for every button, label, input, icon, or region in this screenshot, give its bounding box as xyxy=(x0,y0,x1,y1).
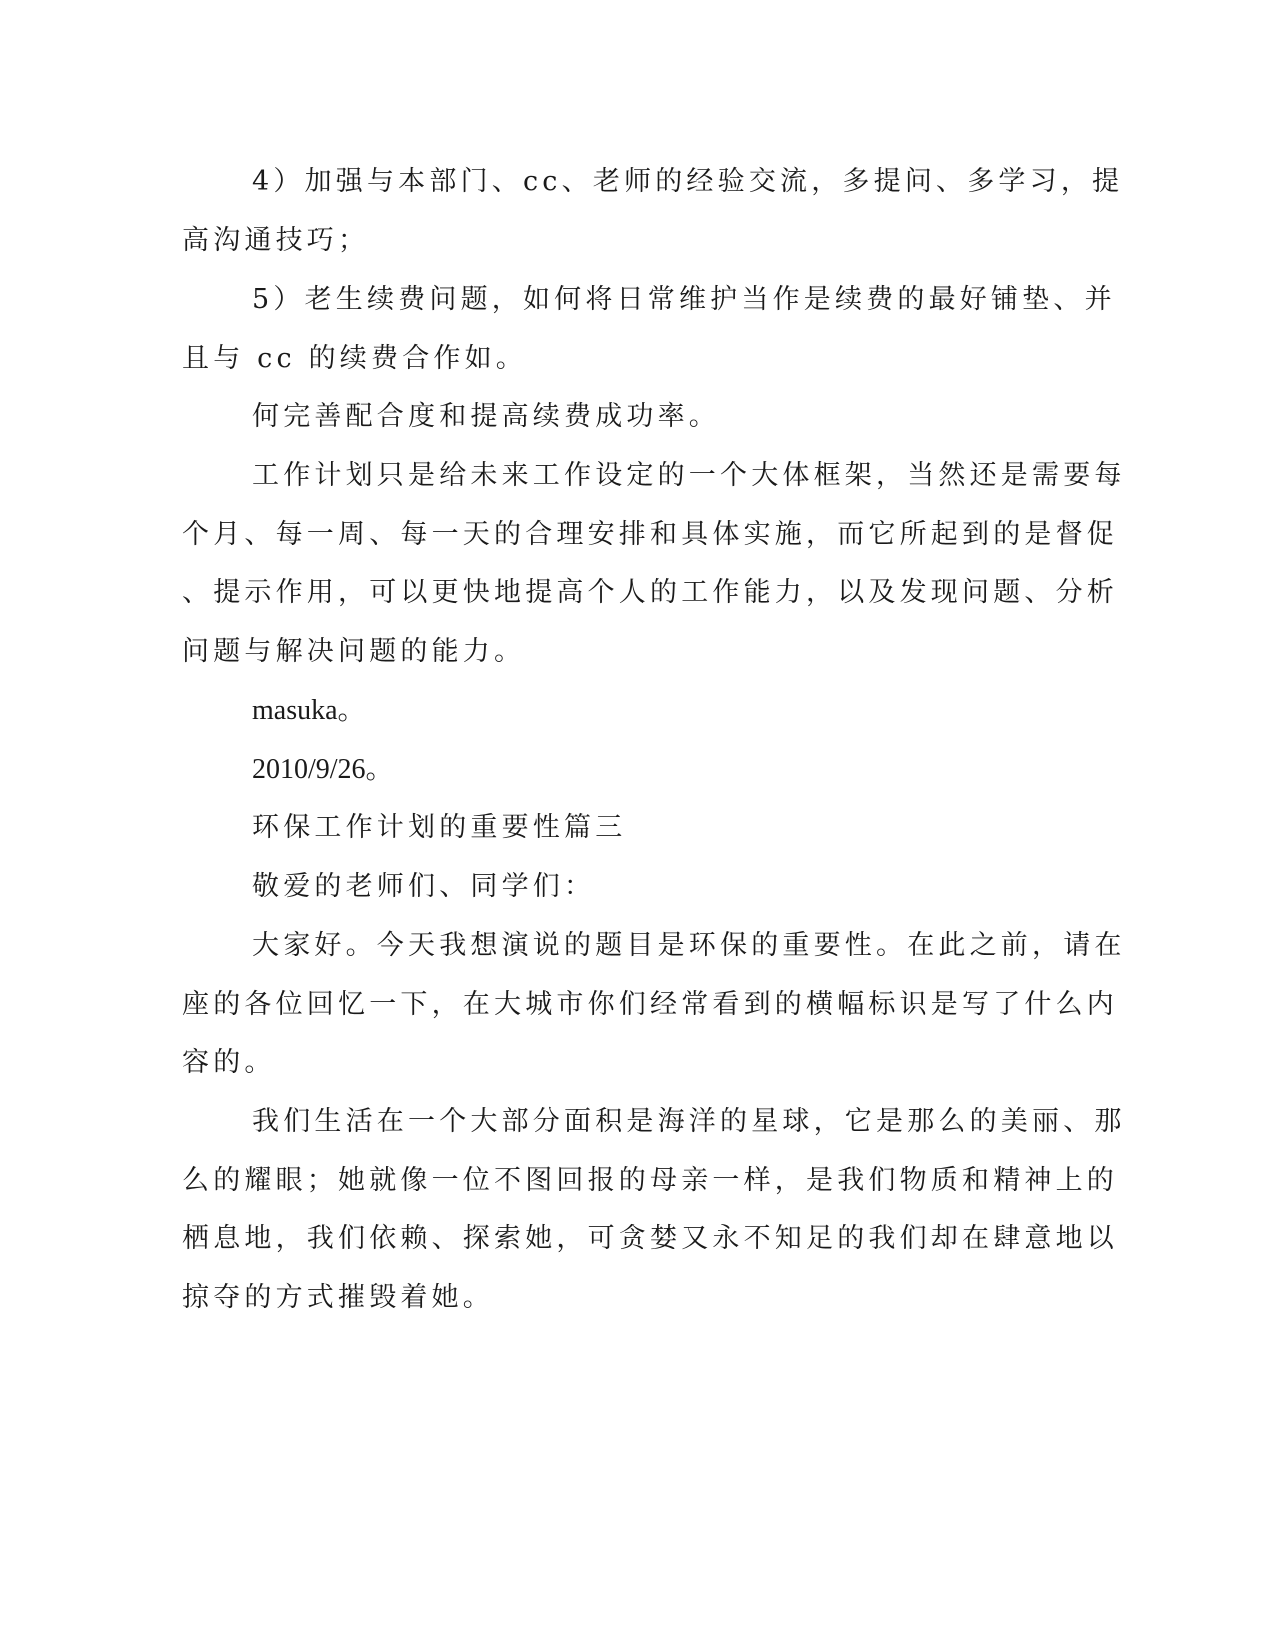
text-line: 何完善配合度和提高续费成功率。 xyxy=(252,401,720,432)
text-line: 高沟通技巧； xyxy=(182,225,370,256)
text-line: 座的各位回忆一下，在大城市你们经常看到的横幅标识是写了什么内 xyxy=(182,989,1118,1020)
text-line: 我们生活在一个大部分面积是海洋的星球，它是那么的美丽、那 xyxy=(252,1106,1126,1137)
text-line: 工作计划只是给未来工作设定的一个大体框架，当然还是需要每 xyxy=(252,460,1126,491)
text-line: 掠夺的方式摧毁着她。 xyxy=(182,1282,494,1313)
section-heading: 环保工作计划的重要性篇三 xyxy=(252,812,627,843)
text-line: 且与 cc 的续费合作如。 xyxy=(182,343,528,374)
signature-date: 2010/9/26。 xyxy=(252,754,394,785)
text-line: 容的。 xyxy=(182,1047,276,1078)
text-line: 个月、每一周、每一天的合理安排和具体实施，而它所起到的是督促 xyxy=(182,519,1118,550)
salutation: 敬爱的老师们、同学们： xyxy=(252,871,596,902)
text-line: 栖息地，我们依赖、探索她，可贪婪又永不知足的我们却在肆意地以 xyxy=(182,1223,1118,1254)
text-line: 、提示作用，可以更快地提高个人的工作能力，以及发现问题、分析 xyxy=(182,577,1118,608)
text-line: 5）老生续费问题，如何将日常维护当作是续费的最好铺垫、并 xyxy=(252,284,1116,315)
text-line: 么的耀眼；她就像一位不图回报的母亲一样，是我们物质和精神上的 xyxy=(182,1165,1118,1196)
text-line: 大家好。今天我想演说的题目是环保的重要性。在此之前，请在 xyxy=(252,930,1126,961)
text-line: 问题与解决问题的能力。 xyxy=(182,636,526,667)
signature-name: masuka。 xyxy=(252,695,366,726)
text-line: 4）加强与本部门、cc、老师的经验交流，多提问、多学习，提 xyxy=(252,166,1124,197)
